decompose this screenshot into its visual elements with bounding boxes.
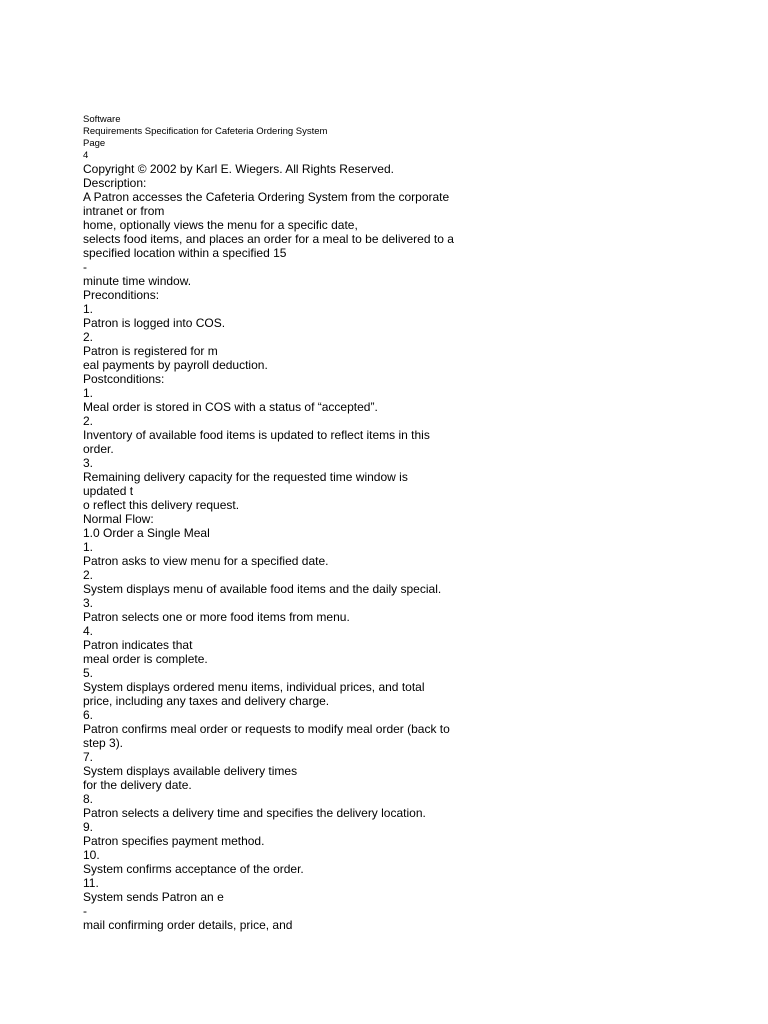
text-line: System sends Patron an e [83,890,224,904]
text-line: step 3). [83,736,124,750]
section-heading-normal-flow: Normal Flow: [83,512,154,526]
list-number: 2. [83,414,94,428]
list-number: 1. [83,302,94,316]
text-line: Meal order is stored in COS with a status of “accepted”. [83,400,378,414]
text-line: System displays ordered menu items, individual prices, and total [83,680,425,694]
header-page-number: 4 [83,150,89,161]
list-number: 1. [83,386,94,400]
text-line: System confirms acceptance of the order. [83,862,304,876]
text-line: price, including any taxes and delivery charge. [83,694,330,708]
text-line: Patron is registered for m [83,344,218,358]
text-line: Patron confirms meal order or requests to modify meal order (back to [83,722,450,736]
text-line: order. [83,442,114,456]
list-number: 1. [83,540,94,554]
header-page-label: Page [83,138,106,149]
section-heading-postconditions: Postconditions: [83,372,165,386]
section-heading-preconditions: Preconditions: [83,288,160,302]
text-line: Patron is logged into COS. [83,316,226,330]
subsection-heading: 1.0 Order a Single Meal [83,526,210,540]
text-line: selects food items, and places an order for a meal to be delivered to a [83,232,454,246]
text-line: Remaining delivery capacity for the requested time window is [83,470,408,484]
text-line: Patron selects one or more food items from menu. [83,610,350,624]
text-line: mail confirming order details, price, and [83,918,293,932]
text-line: home, optionally views the menu for a specific date, [83,218,358,232]
text-line: Patron indicates that [83,638,193,652]
list-number: 11. [83,876,99,890]
text-line: Patron selects a delivery time and specifies the delivery location. [83,806,426,820]
list-number: 3. [83,596,94,610]
text-line: A Patron accesses the Cafeteria Ordering System from the corporate [83,190,450,204]
list-number: 6. [83,708,94,722]
document-page [83,114,723,932]
list-number: 2. [83,568,94,582]
list-number: 7. [83,750,94,764]
list-number: 10. [83,848,100,862]
text-line: Patron asks to view menu for a specified date. [83,554,329,568]
copyright-line: Copyright © 2002 by Karl E. Wiegers. All Rights Reserved. [83,162,394,176]
text-line: - [83,260,87,274]
text-line: for the delivery date. [83,778,192,792]
header-title-line-2: Requirements Specification for Cafeteria Ordering System [83,126,328,137]
section-heading-description: Description: [83,176,147,190]
list-number: 5. [83,666,94,680]
text-line: System displays available delivery times [83,764,298,778]
list-number: 9. [83,820,94,834]
list-number: 2. [83,330,94,344]
list-number: 3. [83,456,94,470]
text-line: minute time window. [83,274,192,288]
text-line: Patron specifies payment method. [83,834,265,848]
text-line: - [83,904,87,918]
text-line: intranet or from [83,204,165,218]
text-line: specified location within a specified 15 [83,246,287,260]
text-line: System displays menu of available food items and the daily special. [83,582,442,596]
list-number: 4. [83,624,94,638]
text-line: meal order is complete. [83,652,208,666]
list-number: 8. [83,792,94,806]
text-line: Inventory of available food items is updated to reflect items in this [83,428,430,442]
document-body [83,162,723,932]
text-line: o reflect this delivery request. [83,498,240,512]
text-line: updated t [83,484,134,498]
text-line: eal payments by payroll deduction. [83,358,268,372]
header-title-line-1: Software [83,114,121,125]
page-header [83,114,723,162]
